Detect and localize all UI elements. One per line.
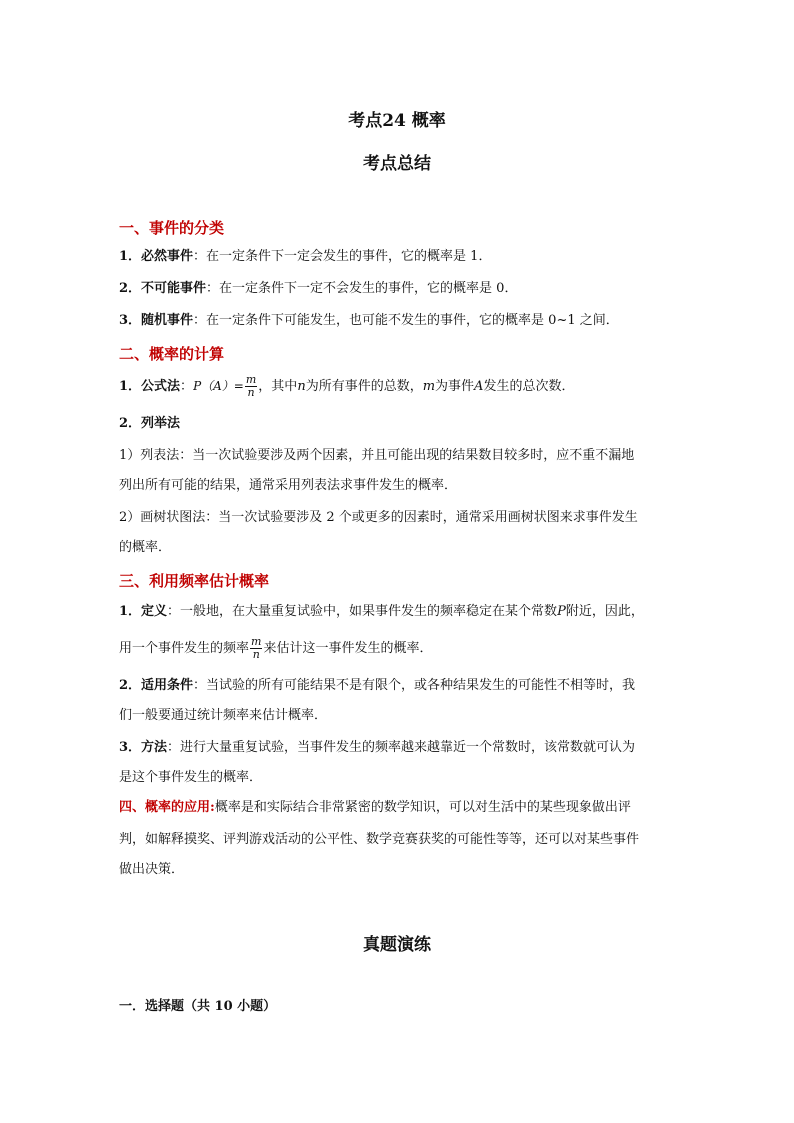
item-random-event	[119, 311, 619, 331]
section-heading-event-classification: 一、事件的分类	[119, 219, 225, 237]
text: ：当试验的所有可能结果不是有限个，或各种结果发生的可能性不相等时，我	[193, 678, 636, 693]
item-conditions	[119, 676, 635, 696]
fraction-numerator: m	[251, 635, 262, 648]
item-text: ：在一定条件下一定不会发生的事件，它的概率是 0．	[206, 281, 518, 296]
item-label: 2．不可能事件	[119, 281, 207, 296]
item-label: 3．随机事件	[119, 313, 194, 328]
part-heading: 一．选择题（共 10 小题）	[119, 999, 277, 1014]
text: 来估计这一事件发生的概率．	[263, 641, 433, 656]
page-title: 考点24 概率	[348, 111, 446, 131]
item-impossible-event	[119, 279, 517, 299]
fraction-denominator: n	[252, 648, 260, 661]
item-label: 1．公式法	[119, 379, 181, 394]
colon: ：	[180, 379, 194, 394]
section-heading-applications: 四、概率的应用:	[119, 800, 215, 815]
item-label: 3．方法	[119, 740, 168, 755]
tree-method-line-1: 2）画树状图法：当一次试验要涉及 2 个或更多的因素时，通常采用画树状图来求事件发生	[119, 510, 638, 525]
item-label: 1．定义	[119, 604, 168, 619]
text: 为所有事件的总数，	[305, 379, 423, 394]
section-applications	[119, 798, 631, 818]
section-heading-frequency-estimate: 三、利用频率估计概率	[119, 572, 270, 590]
item-enumeration-method: 2．列举法	[119, 416, 181, 431]
list-method-line-1: 1）列表法：当一次试验要涉及两个因素，并且可能出现的结果数目较多时，应不重不漏地	[119, 448, 635, 463]
list-method-line-2: 列出所有可能的结果，通常采用列表法求事件发生的概率．	[119, 478, 458, 493]
text: 为事件	[435, 379, 475, 394]
text: 概率是和实际结合非常紧密的数学知识，可以对生活中的某些现象做出评	[214, 800, 631, 815]
practice-title: 真题演练	[363, 935, 431, 955]
frequency-fraction	[250, 636, 262, 661]
text: 用一个事件发生的频率	[119, 641, 250, 656]
item-certain-event	[119, 247, 491, 267]
page-subtitle: 考点总结	[363, 154, 431, 174]
item-formula-method	[119, 374, 574, 399]
definition-line-2	[119, 636, 432, 661]
formula-fraction	[245, 374, 257, 399]
var-a: A	[474, 379, 484, 394]
item-definition	[119, 602, 644, 622]
method-line-2: 是这个事件发生的概率．	[119, 770, 263, 785]
applications-line-3: 做出决策．	[119, 862, 185, 877]
text: ，其中	[258, 379, 298, 394]
tree-method-line-2: 的概率．	[119, 540, 172, 555]
item-text: ：在一定条件下可能发生，也可能不发生的事件，它的概率是 0~1 之间．	[193, 313, 619, 328]
fraction-denominator: n	[247, 386, 255, 399]
conditions-line-2: 们一般要通过统计频率来估计概率．	[119, 708, 328, 723]
applications-line-2: 判，如解释摸奖、评判游戏活动的公平性、数学竞赛获奖的可能性等等，还可以对某些事件	[119, 832, 640, 847]
text: ：进行大量重复试验，当事件发生的频率越来越靠近一个常数时，该常数就可认为	[167, 740, 636, 755]
text: ：一般地，在大量重复试验中，如果事件发生的频率稳定在某个常数	[167, 604, 558, 619]
item-text: ：在一定条件下一定会发生的事件，它的概率是 1．	[193, 249, 492, 264]
var-p: P	[557, 604, 566, 619]
text: 附近，因此，	[565, 604, 644, 619]
section-heading-probability-calc: 二、概率的计算	[119, 345, 225, 363]
fraction-numerator: m	[245, 373, 257, 386]
formula-lhs: P（A）=	[193, 379, 244, 393]
item-label: 2．适用条件	[119, 678, 194, 693]
text: 发生的总次数．	[483, 379, 575, 394]
item-label: 1．必然事件	[119, 249, 194, 264]
item-method	[119, 738, 635, 758]
var-n: n	[297, 379, 306, 394]
var-m: m	[422, 379, 436, 394]
